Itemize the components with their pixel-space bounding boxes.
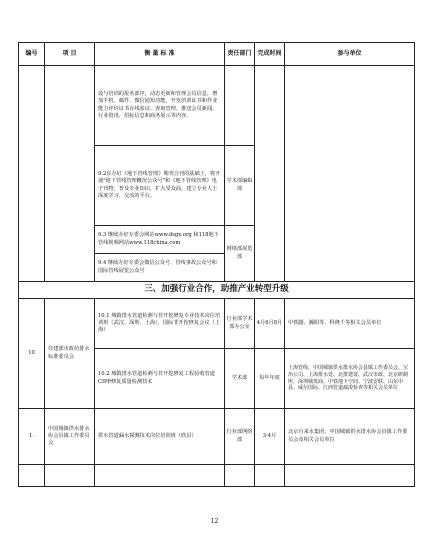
dept-cell: 行业部网络部: [225, 409, 255, 465]
table-row: [19, 299, 415, 349]
item-project: 中国城镇供水排水协会县镇工作委员会: [45, 409, 95, 465]
measure-cell: 9.4 继续办好专委会微信公众号、管线事故公众号和国际管线展览公众号: [95, 254, 225, 282]
header-participants: 参与单位: [285, 43, 415, 66]
measure-cell: 设与培训的报名部序，动态更新和管理会员信息，增加手机、邮件、微信通知功能，开发培训证书和作业能力评价证书在线验证、查询管理。推送会员新闻、行业资讯、招标信息和商务展示等内容。: [95, 66, 225, 146]
dept-cell: 行业部学术部办公室: [225, 299, 255, 349]
time-cell: 3-4月: [255, 409, 285, 465]
table-row: [19, 66, 415, 146]
page-number: 12: [210, 518, 219, 525]
dept-cell: 学术部编辑部: [225, 146, 255, 226]
measure-cell: 10.2 城镇排水管道检测与非开挖修复工程验收管道CIPP修复质量检测技术: [95, 349, 225, 409]
dept-cell: 学术部: [225, 349, 255, 409]
item-project: 住建部市政给排水标准委员会: [45, 299, 95, 409]
section-row: [19, 282, 415, 299]
participants-cell: 中铁隧、瀚阳等、科隆千等相关会员单位: [285, 299, 415, 349]
dept-cell: 网络部展览部: [225, 226, 255, 282]
cont-project-cell: [45, 66, 95, 282]
empty-cell: [19, 465, 45, 487]
measure-cell: 供水管道漏水探测技术岗位培训班（欣县）: [95, 409, 225, 465]
item-no: 1.: [19, 409, 45, 465]
table-row: [19, 409, 415, 465]
participants-cell: 北京自来水集团、中国城镇供水排水协会县镇工作委员会及相关会员单位: [285, 409, 415, 465]
measure-cell: 9.2在办好《地下管线管理》期刊合刊的基础上，将开通"地下管线管理概况公众号"和《地下管线管理》电子刊物，普及专业知识，扩大受众面，建立专业人士深度学习、交流的平台。: [95, 146, 225, 226]
measure-cell: 9.3 继续办好专委会网站www.dsgx.org 和118地下管线视频网站www.118china.com: [95, 226, 225, 254]
empty-cell: [285, 465, 415, 487]
header-measure: 衡 量 标 准: [95, 43, 225, 66]
header-project: 项 目: [45, 43, 95, 66]
empty-row: [19, 465, 415, 487]
cont-participants-cell: [285, 66, 415, 282]
cont-no-cell: [19, 66, 45, 282]
section-title: 三、加强行业合作，助推产业转型升级: [19, 282, 415, 299]
header-dept: 责任部门: [225, 43, 255, 66]
empty-cell: [225, 465, 255, 487]
time-cell: 4月6月8月: [255, 299, 285, 349]
cont-time-cell: [255, 66, 285, 282]
participants-cell: 上海管线、中国城镇供水排水协会县镇工作委员会、宝冶公司、上海排水处、北排建设、武汉市政、北京研制所、深圳城筑商、中铁地下空间、宁波安联、山东中县、威尔国际、江西管道疏浚检查等相关会员单位: [285, 349, 415, 409]
empty-cell: [95, 465, 225, 487]
header-time: 完成时间: [255, 43, 285, 66]
measure-cell: 10.1 城镇排水管道检测与非开挖修复专业技术岗位培训班（武汉、深圳、上海），国际非开挖修复会议（上海）: [95, 299, 225, 349]
item-no: 10: [19, 299, 45, 409]
time-cell: 每年年度: [255, 349, 285, 409]
empty-cell: [255, 465, 285, 487]
empty-cell: [45, 465, 95, 487]
table-header-row: [19, 43, 415, 66]
header-no: 编号: [19, 43, 45, 66]
work-plan-table: [18, 42, 415, 487]
dept-cell: [225, 66, 255, 146]
